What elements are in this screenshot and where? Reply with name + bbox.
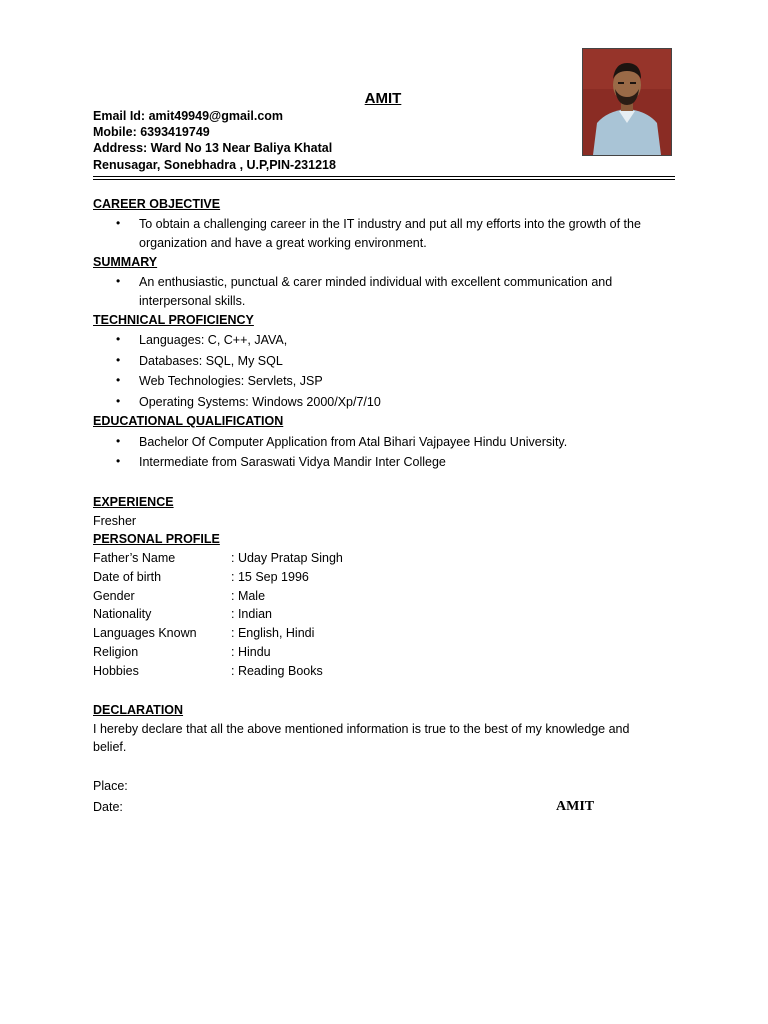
technical-item: Operating Systems: Windows 2000/Xp/7/10 [139, 395, 381, 409]
profile-value-hobbies: : Reading Books [231, 664, 323, 678]
technical-item: Databases: SQL, My SQL [139, 354, 283, 368]
bullet-icon: • [116, 394, 121, 408]
profile-value-gender: : Male [231, 589, 266, 603]
experience-text: Fresher [93, 514, 137, 528]
bullet-icon: • [116, 373, 121, 387]
career-objective-text-1: To obtain a challenging career in the IT industry and put all my efforts into the growth of the [139, 217, 641, 231]
profile-value-fathers-name: : Uday Pratap Singh [231, 551, 343, 565]
profile-value-religion: : Hindu [231, 645, 271, 659]
person-photo-icon [583, 49, 671, 155]
experience-heading: EXPERIENCE [93, 495, 174, 509]
education-item: Bachelor Of Computer Application from Atal Bihari Vajpayee Hindu University. [139, 435, 568, 449]
summary-text-2: interpersonal skills. [139, 294, 246, 308]
address-line-2: Renusagar, Sonebhadra , U.P,PIN-231218 [93, 158, 336, 172]
signature-name: AMIT [556, 799, 595, 814]
profile-value-nationality: : Indian [231, 607, 273, 621]
career-objective-text-2: organization and have a great working environment. [139, 236, 427, 250]
bullet-icon: • [116, 274, 121, 288]
profile-label-gender: Gender [93, 589, 135, 603]
profile-label-nationality: Nationality [93, 607, 152, 621]
bullet-icon: • [116, 216, 121, 230]
declaration-text-1: I hereby declare that all the above mentioned information is true to the best of my knowledge and [93, 722, 630, 736]
profile-label-religion: Religion [93, 645, 139, 659]
summary-text-1: An enthusiastic, punctual & carer minded individual with excellent communication and [139, 275, 613, 289]
profile-value-date-of-birth: : 15 Sep 1996 [231, 570, 309, 584]
place-label: Place: [93, 779, 128, 793]
bullet-icon: • [116, 454, 121, 468]
header-divider-top [93, 176, 675, 177]
career-objective-heading: CAREER OBJECTIVE [93, 197, 221, 211]
bullet-icon: • [116, 353, 121, 367]
technical-item: Languages: C, C++, JAVA, [139, 333, 288, 347]
resume-name-title: AMIT [364, 90, 402, 107]
technical-item: Web Technologies: Servlets, JSP [139, 374, 323, 388]
profile-label-languages: Languages Known [93, 626, 197, 640]
date-label: Date: [93, 800, 123, 814]
header-divider-bottom [93, 179, 675, 180]
education-heading: EDUCATIONAL QUALIFICATION [93, 414, 284, 428]
email-line: Email Id: amit49949@gmail.com [93, 109, 284, 123]
education-item: Intermediate from Saraswati Vidya Mandir Inter College [139, 455, 446, 469]
bullet-icon: • [116, 332, 121, 346]
profile-label-date-of-birth: Date of birth [93, 570, 162, 584]
profile-label-fathers-name: Father’s Name [93, 551, 176, 565]
profile-label-hobbies: Hobbies [93, 664, 139, 678]
technical-proficiency-heading: TECHNICAL PROFICIENCY [93, 313, 254, 327]
declaration-heading: DECLARATION [93, 703, 184, 717]
profile-photo [582, 48, 672, 156]
mobile-line: Mobile: 6393419749 [93, 125, 210, 139]
personal-profile-heading: PERSONAL PROFILE [93, 532, 220, 546]
declaration-text-2: belief. [93, 740, 127, 754]
profile-value-languages: : English, Hindi [231, 626, 315, 640]
bullet-icon: • [116, 434, 121, 448]
address-line-1: Address: Ward No 13 Near Baliya Khatal [93, 141, 333, 155]
summary-heading: SUMMARY [93, 255, 158, 269]
